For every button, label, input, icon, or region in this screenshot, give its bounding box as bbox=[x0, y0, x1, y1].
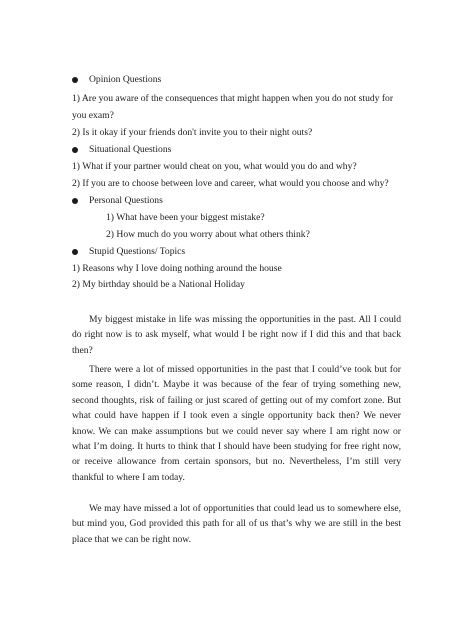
list-item: 1) What if your partner would cheat on you, what would you do and why? bbox=[72, 161, 357, 172]
document-page: Opinion Questions 1) Are you aware of the consequences that might happen when you do not study for you exam? 2) Is it okay if your friends don't invite you to their night outs? Situational Questions 1) What if your partner would cheat on you, what would you do and why? 2) If you are to choose between love and career, what would you choose and why? Personal Questions 1) What have been your biggest mistake? 2) How much do you worry about what others think? Stupid Questions/ Topics 1) Reasons why I love doing nothing around the house 2) My birthday should be a National Holiday My biggest mistake in life was missing the opportunities in the past. All I could do right now is to ask myself, what would I be right now if I did this and that back then? There were a lot of missed opportunities in the past that I could’ve took but for some reason, I didn’t. Maybe it was because of the fear of trying something new, second thoughts, risk of failing or just scared of getting out of my comfort zone. But what could have happen if I took even a single opportunity back then? We never know. We can make assumptions but we could never say where I am right now or what I’m doing. It hurts to think that I should have been studying for free right now, or receive allowance from certain sponsors, but no. Nevertheless, I’m still very thankful to where I am today. We may have missed a lot of opportunities that could lead us to somewhere else, but mind you, God provided this path for all of us that’s why we are still in the best place that we can be right now. bbox=[0, 0, 474, 632]
bullet-icon bbox=[72, 77, 78, 83]
essay-paragraph: There were a lot of missed opportunities in the past that I could’ve took but for some reason, I didn’t. Maybe it was because of the fear of trying something new, second thoughts, risk of failing or just scared of getting out of my comfort zone. But what could have happen if I took even a single opportunity back then? We never know. We can make assumptions but we could never say where I am right now or what I’m doing. It hurts to think that I should have been studying for free right now, or receive allowance from certain sponsors, but no. Nevertheless, I’m still very thankful to where I am today. bbox=[72, 364, 401, 483]
list-item: 1) Are you aware of the consequences that might happen when you do not study for bbox=[72, 93, 394, 104]
essay-paragraph: We may have missed a lot of opportunities that could lead us to somewhere else, but mind you, God provided this path for all of us that’s why we are still in the best place that we can be right now. bbox=[72, 503, 401, 545]
list-item: 2) How much do you worry about what others think? bbox=[106, 229, 310, 240]
bullet-icon bbox=[72, 147, 78, 153]
list-item: you exam? bbox=[72, 110, 114, 121]
bullet-icon bbox=[72, 198, 78, 204]
list-item: 2) Is it okay if your friends don't invite you to their night outs? bbox=[72, 127, 313, 138]
list-item: 1) What have been your biggest mistake? bbox=[106, 212, 265, 223]
bullet-icon bbox=[72, 249, 78, 255]
list-item: 1) Reasons why I love doing nothing around the house bbox=[72, 263, 282, 274]
essay-paragraph: My biggest mistake in life was missing the opportunities in the past. All I could do right now is to ask myself, what would I be right now if I did this and that back then? bbox=[72, 314, 401, 356]
list-item: 2) My birthday should be a National Holiday bbox=[72, 279, 245, 290]
list-item: 2) If you are to choose between love and career, what would you choose and why? bbox=[72, 178, 389, 189]
